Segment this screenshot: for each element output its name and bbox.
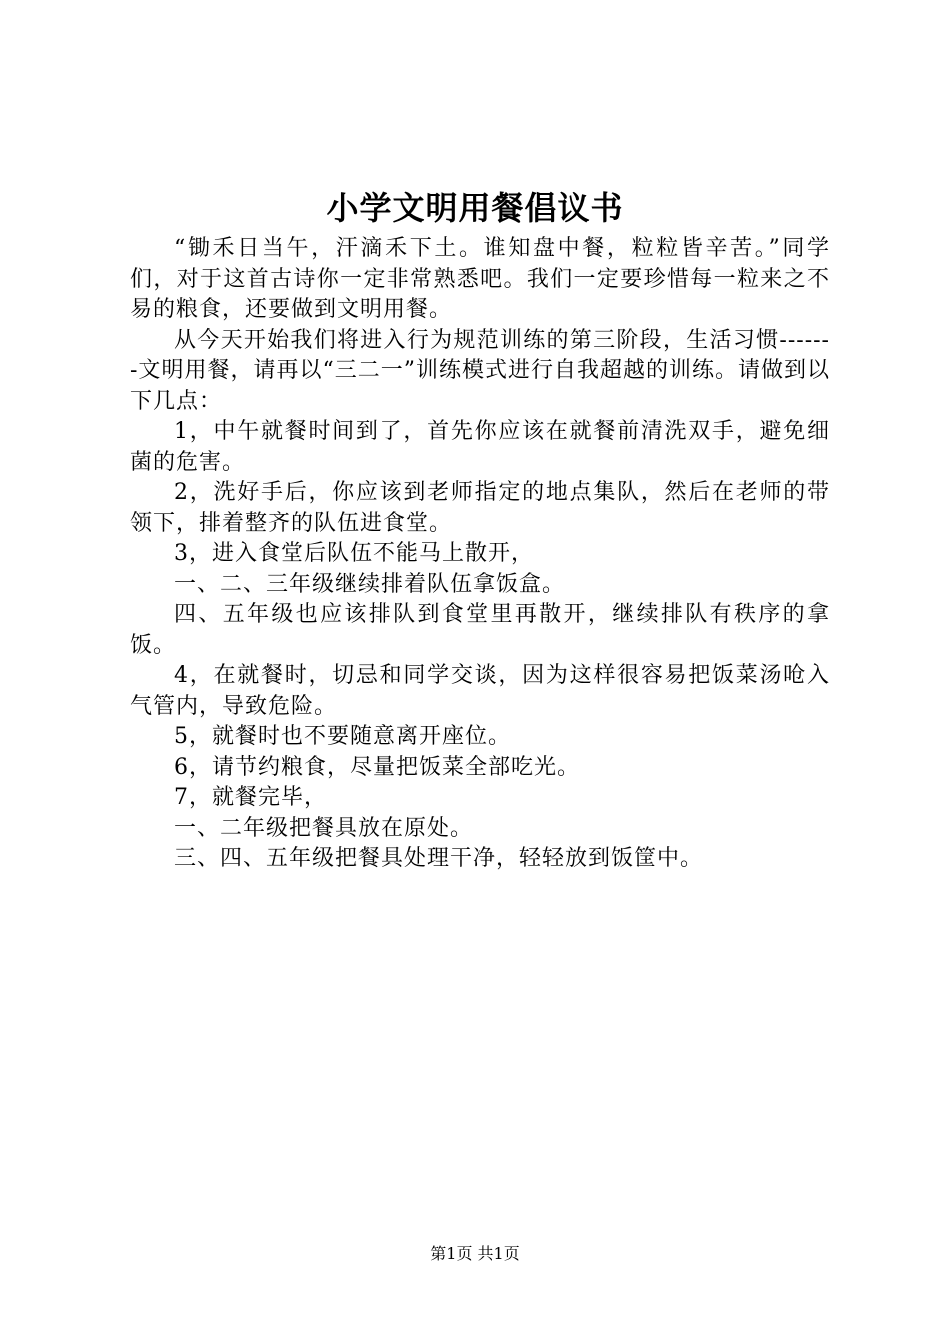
paragraph-intro: “锄禾日当午，汗滴禾下土。谁知盘中餐，粒粒皆辛苦。”同学们，对于这首古诗你一定非常熟悉吧。我们一定要珍惜每一粒来之不易的粮食，还要做到文明用餐。 [130,236,830,322]
paragraph-item-7-upper-grades: 三、四、五年级把餐具处理干净，轻轻放到饭筐中。 [174,846,704,871]
paragraph-item-3: 3，进入食堂后队伍不能马上散开， [174,541,534,566]
paragraph-item-1: 1，中午就餐时间到了，首先你应该在就餐前清洗双手，避免细菌的危害。 [130,419,830,475]
document-body [130,234,830,875]
paragraph-item-3-lower-grades: 一、二、三年级继续排着队伍拿饭盒。 [174,571,566,597]
paragraph-item-6: 6，请节约粮食，尽量把饭菜全部吃光。 [174,754,580,780]
paragraph-item-5: 5，就餐时也不要随意离开座位。 [174,724,511,749]
paragraph-item-2: 2，洗好手后，你应该到老师指定的地点集队，然后在老师的带领下，排着整齐的队伍进食堂。 [130,480,830,536]
paragraph-item-7: 7，就餐完毕， [174,785,327,810]
paragraph-item-3-upper-grades: 四、五年级也应该排队到食堂里再散开，继续排队有秩序的拿饭。 [130,602,830,658]
paragraph-stage: 从今天开始我们将进入行为规范训练的第三阶段，生活习惯-------文明用餐，请再以“三二一”训练模式进行自我超越的训练。请做到以下几点： [130,327,830,414]
page-footer: 第1页 共1页 [430,1244,520,1263]
document-title: 小学文明用餐倡议书 [326,189,624,227]
paragraph-item-7-lower-grades: 一、二年级把餐具放在原处。 [174,815,474,841]
paragraph-item-4: 4，在就餐时，切忌和同学交谈，因为这样很容易把饭菜汤呛入气管内，导致危险。 [130,663,830,719]
